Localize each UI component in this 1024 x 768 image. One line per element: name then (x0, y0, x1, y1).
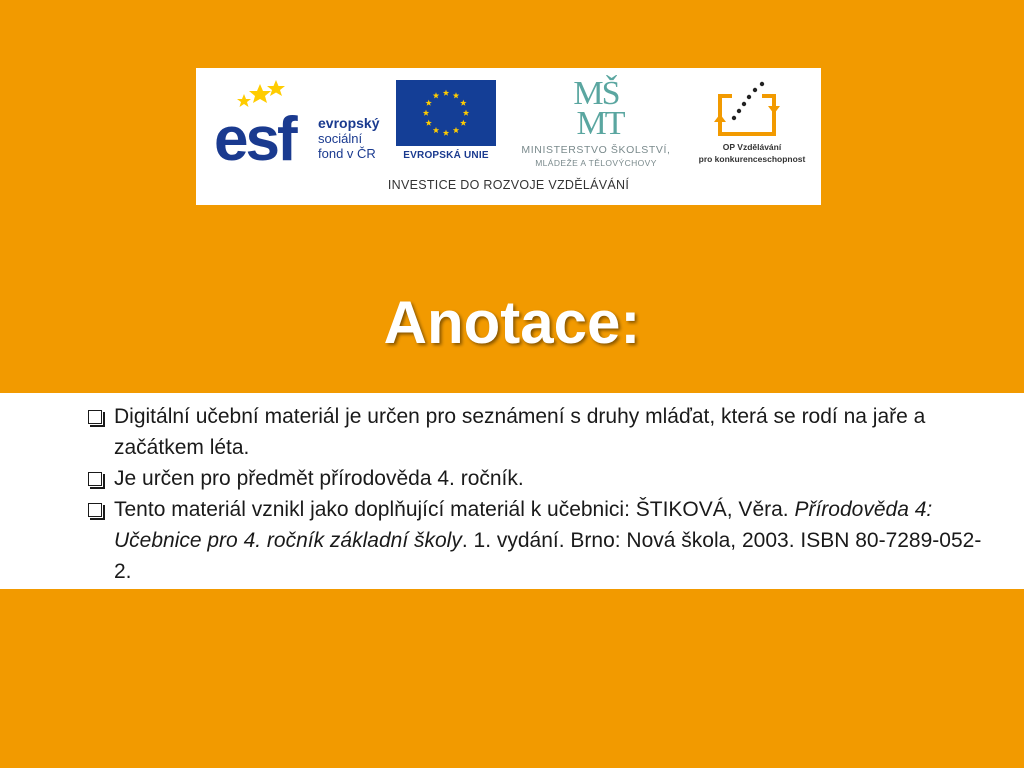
msmt-mark-icon (550, 74, 642, 136)
logo-bar (196, 68, 821, 205)
esf-text-line3: fond v ČR (318, 146, 376, 161)
op-line2: pro konkurenceschopnost (698, 154, 806, 164)
eu-label: EVROPSKÁ UNIE (403, 150, 489, 161)
esf-mark-icon (214, 78, 314, 168)
eu-logo (396, 80, 496, 166)
bullet-text-3-before: Tento materiál vznikl jako doplňující materiál k učebnici: ŠTIKOVÁ, Věra. (114, 498, 789, 521)
eu-flag-icon (396, 80, 496, 146)
bullet-item-1 (87, 401, 987, 463)
op-mark-icon (712, 78, 782, 140)
msmt-line1: MINISTERSTVO ŠKOLSTVÍ, (521, 144, 671, 156)
svg-text:MT: MT (576, 105, 624, 136)
bullet-item-3 (87, 494, 987, 587)
checkbox-bullet-icon (88, 410, 102, 424)
checkbox-bullet-icon (88, 503, 102, 517)
page-title: Anotace: (383, 289, 641, 356)
msmt-logo (506, 74, 686, 170)
checkbox-bullet-icon (88, 472, 102, 486)
esf-text-line2: sociální (318, 131, 363, 146)
bullet-text-3-after: . 1. vydání. Brno: Nová škola, 2003. ISBN 80-7289-052-2. (114, 529, 982, 583)
bullet-text-1: Digitální učební materiál je určen pro seznámení s druhy mláďat, která se rodí na jaře a začátkem léta. (114, 405, 926, 459)
book-title: Přírodověda 4: Učebnice pro 4. ročník základní školy (114, 498, 933, 552)
msmt-line2: MLÁDEŽE A TĚLOVÝCHOVY (535, 158, 657, 168)
bullet-text-2: Je určen pro předmět přírodověda 4. ročník. (114, 467, 524, 490)
esf-logo (214, 78, 394, 168)
op-logo (688, 78, 816, 174)
bullet-list (87, 401, 987, 587)
esf-text (318, 116, 379, 161)
esf-text-line1: evropský (318, 115, 380, 131)
bullet-item-2 (87, 463, 987, 494)
op-line1: OP Vzdělávání (722, 142, 782, 152)
logo-caption: INVESTICE DO ROZVOJE VZDĚLÁVÁNÍ (387, 178, 630, 192)
annotation-panel (0, 393, 1024, 589)
svg-text:MŠ: MŠ (573, 75, 619, 112)
svg-text:esf: esf (214, 105, 295, 168)
